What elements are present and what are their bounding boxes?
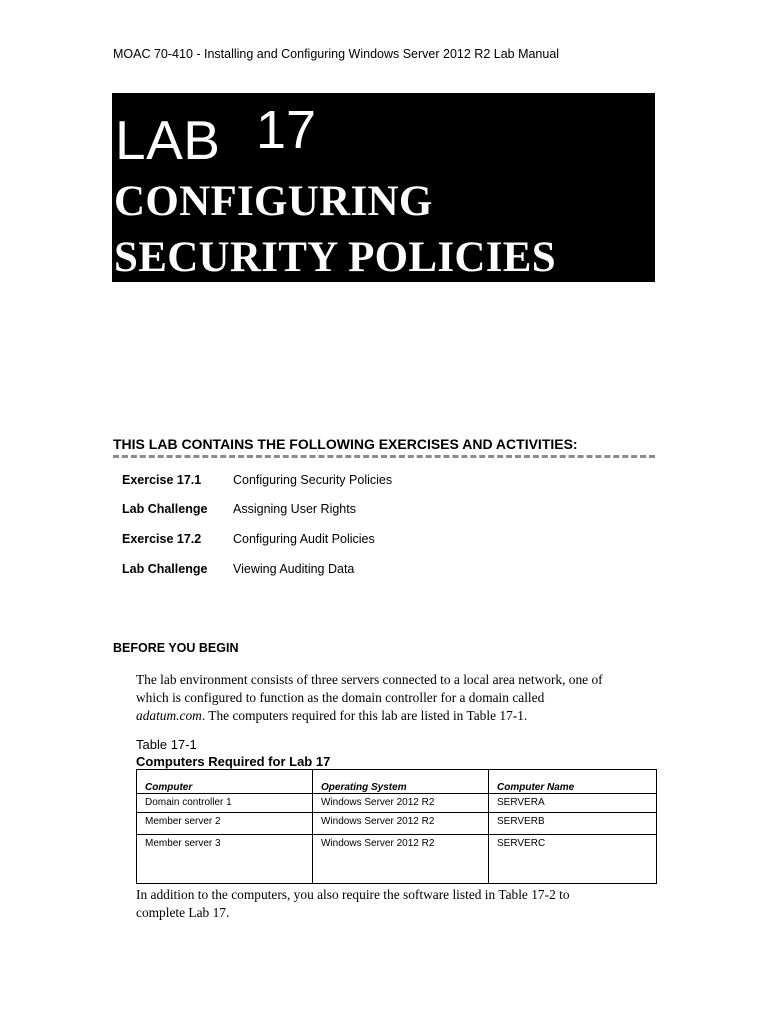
- dashed-divider: [113, 455, 655, 458]
- table-cell: Member server 2: [137, 813, 313, 835]
- lab-word: LAB: [115, 109, 221, 171]
- table-cell: SERVERC: [489, 835, 657, 884]
- column-header: Computer: [137, 770, 313, 794]
- column-header: Operating System: [313, 770, 489, 794]
- closing-paragraph: In addition to the computers, you also require the software listed in Table 17-2 to complete Lab 17.: [136, 887, 570, 920]
- exercise-label: Exercise 17.1: [122, 473, 202, 487]
- before-you-begin-heading: BEFORE YOU BEGIN: [113, 641, 239, 655]
- table-caption: Table 17-1: [136, 737, 197, 752]
- lab-title-line-1: CONFIGURING: [114, 178, 433, 225]
- table-row: [137, 835, 657, 884]
- table-cell: Windows Server 2012 R2: [313, 835, 489, 884]
- table-cell: Windows Server 2012 R2: [313, 813, 489, 835]
- table-cell: Domain controller 1: [137, 794, 313, 813]
- contents-heading: THIS LAB CONTAINS THE FOLLOWING EXERCISES AND ACTIVITIES:: [113, 436, 578, 452]
- exercise-label: Lab Challenge: [122, 502, 208, 516]
- lab-number: 17: [256, 100, 317, 160]
- exercise-title: Configuring Audit Policies: [233, 532, 375, 546]
- domain-name: adatum.com: [136, 708, 202, 723]
- table-row: [137, 813, 657, 835]
- exercise-label: Lab Challenge: [122, 562, 208, 576]
- table-cell: Windows Server 2012 R2: [313, 794, 489, 813]
- lab-title-line-2: SECURITY POLICIES: [114, 234, 556, 281]
- running-header: MOAC 70-410 - Installing and Configuring Windows Server 2012 R2 Lab Manual: [113, 47, 560, 61]
- column-header: Computer Name: [489, 770, 657, 794]
- intro-paragraph: [136, 671, 616, 725]
- exercise-label: Exercise 17.2: [122, 532, 202, 546]
- table-cell: Member server 3: [137, 835, 313, 884]
- computers-table: [136, 769, 657, 884]
- table-header-row: [137, 770, 657, 794]
- exercise-title: Viewing Auditing Data: [233, 562, 355, 576]
- intro-text-start: The lab environment consists of three servers connected to a local area network, one of which is configured to function as the domain controller for a domain called: [136, 672, 603, 705]
- table-cell: SERVERA: [489, 794, 657, 813]
- table-cell: SERVERB: [489, 813, 657, 835]
- exercise-title: Configuring Security Policies: [233, 473, 393, 487]
- table-title: Computers Required for Lab 17: [136, 754, 331, 769]
- title-block: [112, 93, 655, 282]
- table-row: [137, 794, 657, 813]
- exercise-title: Assigning User Rights: [233, 502, 356, 516]
- intro-text-end: . The computers required for this lab are listed in Table 17-1.: [201, 708, 528, 723]
